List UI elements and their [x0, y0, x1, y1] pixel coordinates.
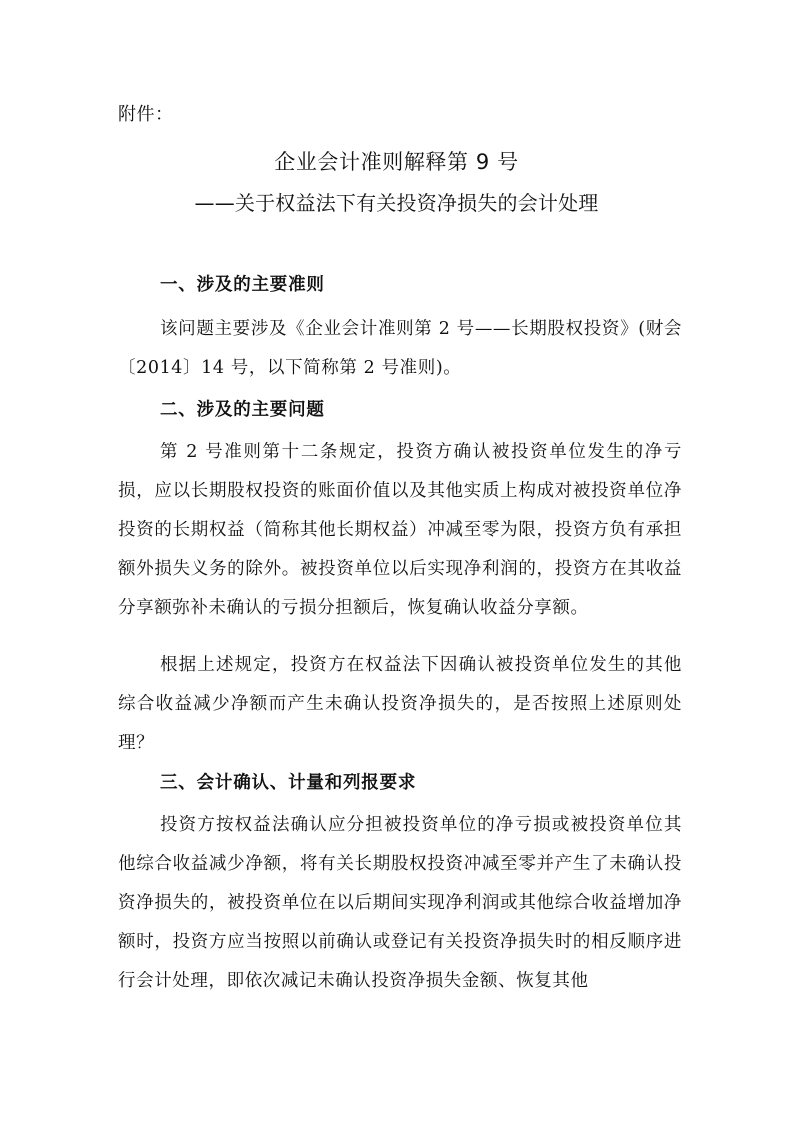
- section-body: [118, 433, 682, 628]
- document-subtitle: ——关于权益法下有关投资净损失的会计处理: [194, 191, 599, 215]
- section-heading: 二、涉及的主要问题: [160, 400, 325, 420]
- section-body: [118, 806, 682, 1001]
- section-body: [118, 646, 682, 763]
- paragraph: 根据上述规定，投资方在权益法下因确认被投资单位发生的其他综合收益减少净额而产生未确认投资净损失的，是否按照上述原则处理？: [118, 655, 682, 753]
- section-heading: 三、会计确认、计量和列报要求: [160, 773, 417, 793]
- paragraph: 该问题主要涉及《企业会计准则第 2 号——长期股权投资》(财会〔2014〕14 号，以下简称第 2 号准则)。: [118, 319, 682, 378]
- section-body: [118, 310, 682, 388]
- document-title: 企业会计准则解释第 9 号: [274, 150, 519, 174]
- section-heading: 一、涉及的主要准则: [160, 275, 325, 295]
- paragraph: 第 2 号准则第十二条规定，投资方确认被投资单位发生的净亏损，应以长期股权投资的账面价值以及其他实质上构成对被投资单位净投资的长期权益（简称其他长期权益）冲减至零为限，投资方负有承担额外损失义务的除外。被投资单位以后实现净利润的，投资方在其收益分享额弥补未确认的亏损分担额后，恢复确认收益分享额。: [118, 442, 682, 618]
- paragraph: 投资方按权益法确认应分担被投资单位的净亏损或被投资单位其他综合收益减少净额，将有关长期股权投资冲减至零并产生了未确认投资净损失的，被投资单位在以后期间实现净利润或其他综合收益增加净额时，投资方应当按照以前确认或登记有关投资净损失时的相反顺序进行会计处理，即依次减记未确认投资净损失金额、恢复其他: [118, 815, 682, 991]
- attachment-label: 附件：: [118, 104, 174, 125]
